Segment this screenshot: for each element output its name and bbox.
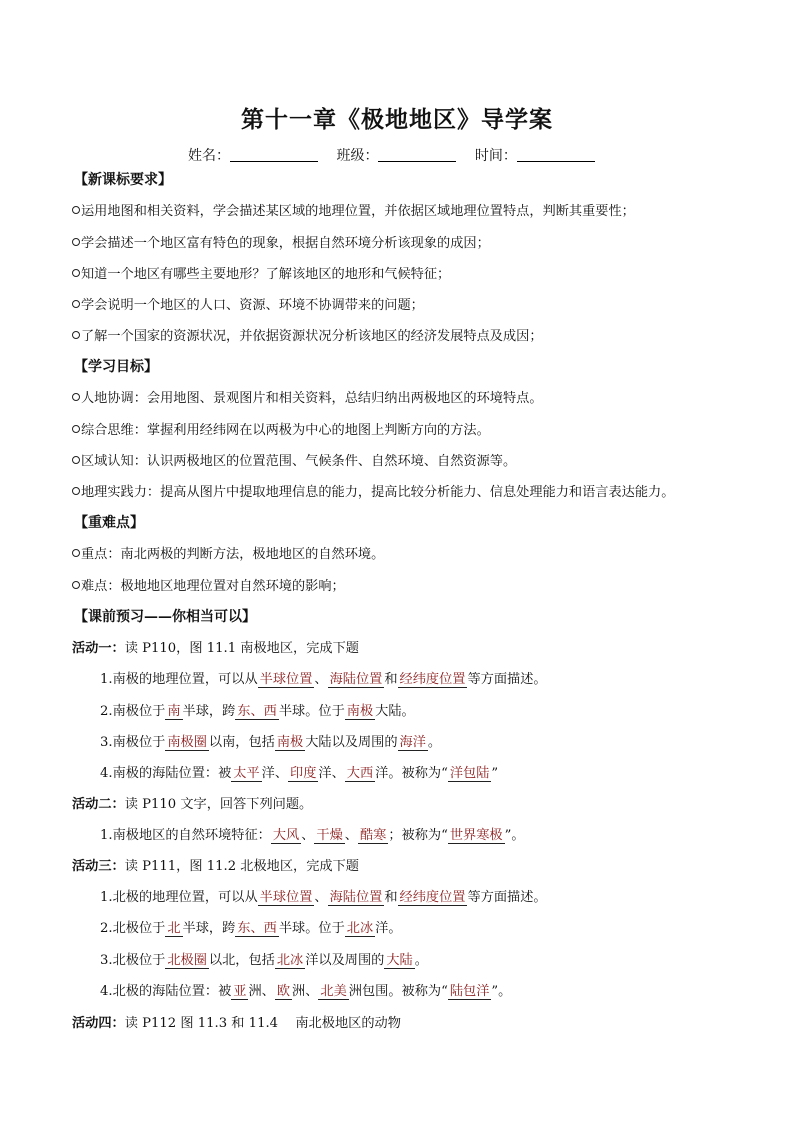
answer-blank[interactable]: 世界寒极 bbox=[449, 828, 503, 843]
activity-1-question-1: 1.南极的地理位置，可以从 半球位置 、 海陆位置 和 经纬度位置 等方面描述。 bbox=[100, 672, 547, 687]
answer-blank[interactable]: 亚 bbox=[233, 984, 247, 999]
answer-blank[interactable]: 南极 bbox=[346, 704, 374, 719]
time-blank[interactable] bbox=[517, 148, 595, 162]
goal-item: 地理实践力：提高从图片中提取地理信息的能力，提高比较分析能力、信息处理能力和语言表达能力。 bbox=[72, 484, 674, 502]
section-goals-heading: 【学习目标】 bbox=[74, 359, 158, 375]
bullet-icon bbox=[72, 238, 80, 246]
answer-blank[interactable]: 大风 bbox=[272, 828, 300, 843]
activity-1-question-2: 2.南极位于 南 半球，跨 东、西 半球。位于 南极 大陆。 bbox=[100, 704, 415, 719]
section-key-points-heading: 【重难点】 bbox=[74, 515, 144, 531]
answer-blank[interactable]: 南极 bbox=[276, 735, 304, 750]
time-label: 时间： bbox=[474, 148, 517, 164]
answer-blank[interactable]: 洋包陆 bbox=[449, 766, 490, 781]
name-blank[interactable] bbox=[230, 148, 318, 162]
standard-item: 了解一个国家的资源状况，并依据资源状况分析该地区的经济发展特点及成因； bbox=[72, 328, 543, 346]
activity-3-question-4: 4.北极的海陆位置：被 亚 洲、 欧 洲、 北美 洲包围。被称为“ 陆包洋 ”。 bbox=[100, 984, 512, 999]
answer-blank[interactable]: 经纬度位置 bbox=[399, 890, 466, 905]
goal-item: 综合思维：掌握利用经纬网在以两极为中心的地图上判断方向的方法。 bbox=[72, 422, 490, 440]
bullet-icon bbox=[72, 425, 80, 433]
answer-blank[interactable]: 陆包洋 bbox=[449, 984, 490, 999]
activity-2-question-1: 1.南极地区的自然环境特征： 大风 、 干燥 、 酷寒 ；被称为“ 世界寒极 ”。 bbox=[100, 828, 525, 843]
activity-1-question-3: 3.南极位于 南极圈 以南，包括 南极 大陆以及周围的 海洋 。 bbox=[100, 735, 442, 750]
goal-item: 人地协调：会用地图、景观图片和相关资料，总结归纳出两极地区的环境特点。 bbox=[72, 390, 543, 408]
page-title: 第十一章《极地地区》导学案 bbox=[241, 106, 553, 133]
standard-item: 运用地图和相关资料，学会描述某区域的地理位置，并依据区域地理位置特点，判断其重要性； bbox=[72, 203, 635, 221]
activity-3-question-2: 2.北极位于 北 半球，跨 东、西 半球。位于 北冰 洋。 bbox=[100, 921, 402, 936]
answer-blank[interactable]: 北冰 bbox=[346, 921, 374, 936]
answer-blank[interactable]: 半球位置 bbox=[259, 890, 313, 905]
answer-blank[interactable]: 海陆位置 bbox=[329, 672, 383, 687]
answer-blank[interactable]: 南极圈 bbox=[167, 735, 207, 750]
bullet-icon bbox=[72, 393, 80, 401]
name-label: 姓名： bbox=[188, 148, 230, 164]
standard-item: 学会描述一个地区富有特色的现象，根据自然环境分析该现象的成因； bbox=[72, 235, 490, 253]
answer-blank[interactable]: 经纬度位置 bbox=[399, 672, 466, 687]
activity-1-question-4: 4.南极的海陆位置：被 太平 洋、 印度 洋、 大西 洋。被称为“ 洋包陆 ” bbox=[100, 766, 499, 781]
answer-blank[interactable]: 大陆 bbox=[386, 953, 413, 968]
answer-blank[interactable]: 北 bbox=[167, 921, 181, 936]
answer-blank[interactable]: 半球位置 bbox=[259, 672, 313, 687]
bullet-icon bbox=[72, 206, 80, 214]
activity-4-intro: 活动四：读 P112 图 11.3 和 11.4 南北极地区的动物 bbox=[72, 1016, 401, 1031]
section-preview-heading: 【课前预习——你相当可以】 bbox=[74, 609, 256, 625]
answer-blank[interactable]: 太平 bbox=[233, 766, 260, 781]
bullet-icon bbox=[72, 487, 80, 495]
bullet-icon bbox=[72, 549, 80, 557]
key-point-item: 难点：极地地区地理位置对自然环境的影响； bbox=[72, 578, 345, 596]
answer-blank[interactable]: 大西 bbox=[346, 766, 374, 781]
activity-1-intro: 活动一：读 P110，图 11.1 南极地区，完成下题 bbox=[72, 641, 359, 656]
answer-blank[interactable]: 干燥 bbox=[316, 828, 343, 843]
answer-blank[interactable]: 南 bbox=[167, 704, 181, 719]
answer-blank[interactable]: 东、西 bbox=[237, 921, 277, 936]
answer-blank[interactable]: 北极圈 bbox=[167, 953, 207, 968]
answer-blank[interactable]: 海洋 bbox=[399, 735, 426, 750]
section-standards-heading: 【新课标要求】 bbox=[74, 172, 172, 188]
bullet-icon bbox=[72, 300, 80, 308]
class-blank[interactable] bbox=[378, 148, 456, 162]
bullet-icon bbox=[72, 456, 80, 464]
answer-blank[interactable]: 海陆位置 bbox=[329, 890, 383, 905]
answer-blank[interactable]: 酷寒 bbox=[359, 828, 387, 843]
answer-blank[interactable]: 印度 bbox=[290, 766, 317, 781]
bullet-icon bbox=[72, 581, 80, 589]
standard-item: 学会说明一个地区的人口、资源、环境不协调带来的问题； bbox=[72, 297, 424, 315]
bullet-icon bbox=[72, 331, 80, 339]
bullet-icon bbox=[72, 269, 80, 277]
answer-blank[interactable]: 北冰 bbox=[276, 953, 304, 968]
answer-blank[interactable]: 北美 bbox=[320, 984, 347, 999]
class-label: 班级： bbox=[336, 148, 379, 164]
standard-item: 知道一个地区有哪些主要地形？了解该地区的地形和气候特征； bbox=[72, 266, 450, 284]
activity-3-intro: 活动三：读 P111，图 11.2 北极地区，完成下题 bbox=[72, 859, 359, 874]
answer-blank[interactable]: 欧 bbox=[276, 984, 291, 999]
key-point-item: 重点：南北两极的判断方法，极地地区的自然环境。 bbox=[72, 546, 384, 564]
activity-3-question-3: 3.北极位于 北极圈 以北，包括 北冰 洋以及周围的 大陆 。 bbox=[100, 953, 428, 968]
goal-item: 区域认知：认识两极地区的位置范围、气候条件、自然环境、自然资源等。 bbox=[72, 453, 516, 471]
activity-2-intro: 活动二：读 P110 文字，回答下列问题。 bbox=[72, 797, 313, 812]
answer-blank[interactable]: 东、西 bbox=[237, 704, 277, 719]
student-info-row bbox=[188, 145, 595, 165]
activity-3-question-1: 1.北极的地理位置，可以从 半球位置 、 海陆位置 和 经纬度位置 等方面描述。 bbox=[100, 890, 547, 905]
